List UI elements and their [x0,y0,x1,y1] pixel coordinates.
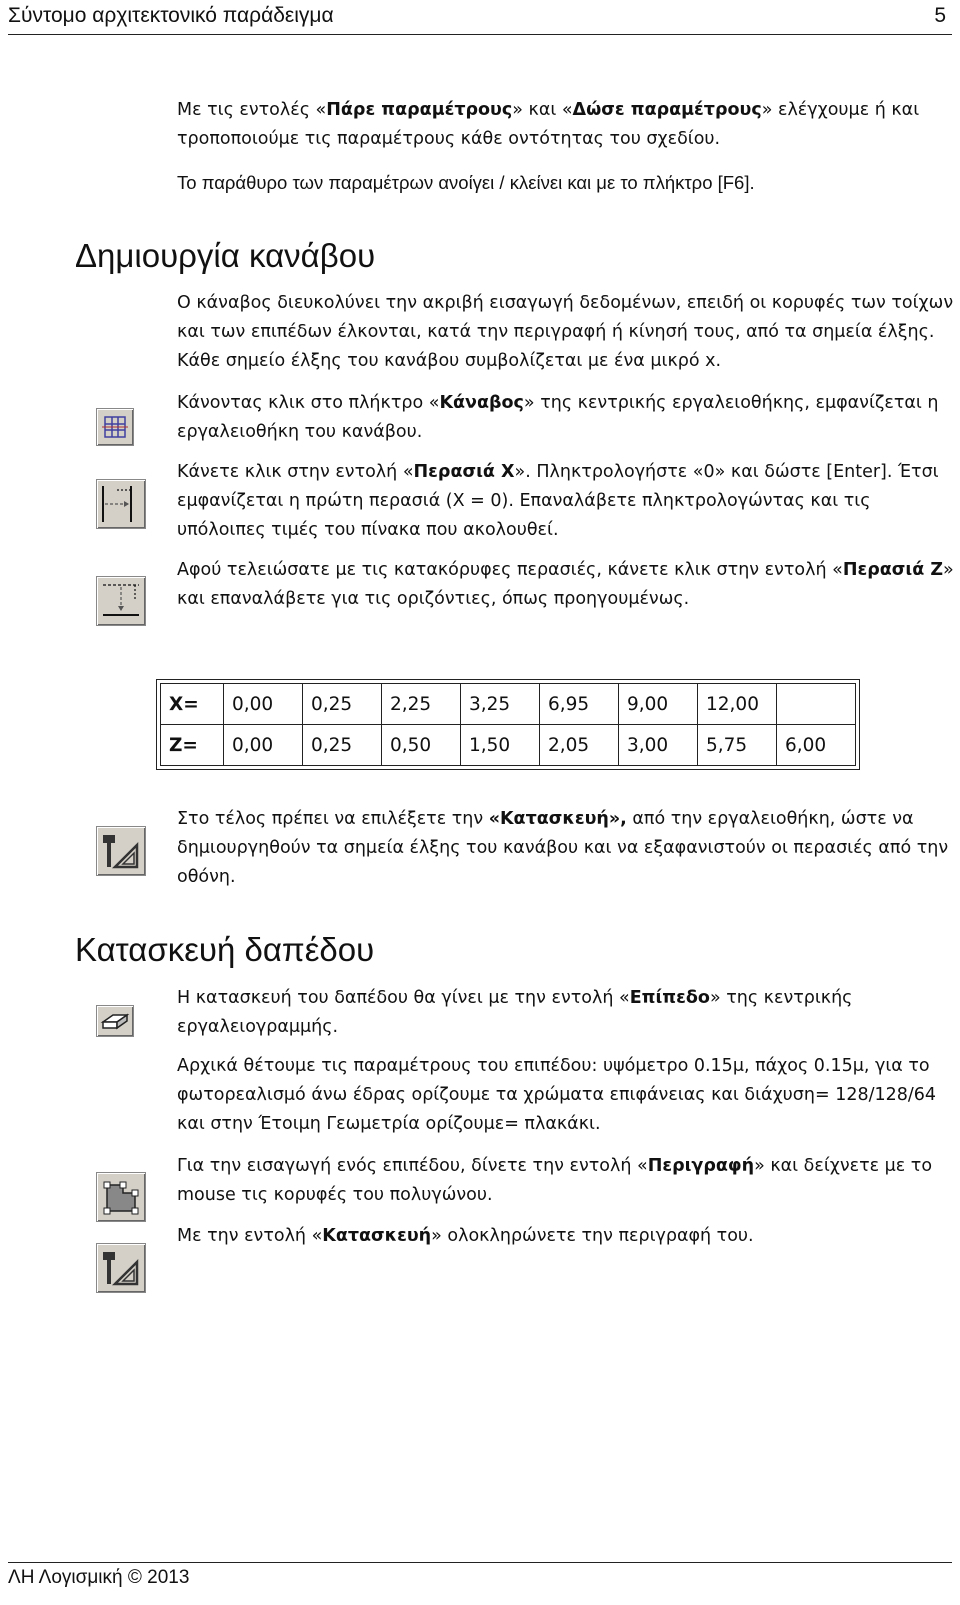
page-header [8,4,952,35]
table-cell: 0,25 [303,725,382,766]
table-cell: 0,00 [224,684,303,725]
table-cell-empty [777,684,856,725]
table-cell: 0,00 [224,725,303,766]
page-number: 5 [934,4,946,27]
describe-tool-icon[interactable] [96,1172,146,1222]
table-row-z [161,725,856,766]
table-cell: 1,50 [461,725,540,766]
section-heading-floor: Κατασκευή δαπέδου [75,931,375,968]
table-header-x: Χ= [161,684,224,725]
construct-tool-icon[interactable] [96,1243,146,1293]
table-cell: 6,95 [540,684,619,725]
table-cell: 5,75 [698,725,777,766]
table-cell: 2,25 [382,684,461,725]
grid-paragraph-4: Αφού τελειώσατε με τις κατακόρυφες περασιές, κάνετε κλικ στην εντολή «Περασιά Ζ» και επαναλάβετε για τις οριζόντιες, όπως προηγουμένως. [177,560,954,609]
floor-paragraph-2: Αρχικά θέτουμε τις παραμέτρους του επιπέδου: υψόμετρο 0.15μ, πάχος 0.15μ, για το φωτορεαλισμό άνω έδρας ορίζουμε τα χρώματα επιφάνειας και διάχυση= 128/128/64 και στην Έτοιμη Γεωμετρία ορίζουμε= πλακάκι. [177,1056,937,1134]
grid-paragraph-2: Κάνοντας κλικ στο πλήκτρο «Κάναβος» της κεντρικής εργαλειοθήκης, εμφανίζεται η εργαλειοθήκη του κανάβου. [177,393,939,442]
table-cell: 6,00 [777,725,856,766]
table-header-z: Ζ= [161,725,224,766]
grid-paragraph-5: Στο τέλος πρέπει να επιλέξετε την «Κατασκευή», από την εργαλειοθήκη, ώστε να δημιουργηθούν τα σημεία έλξης του κανάβου και να εξαφανιστούν οι περασιές από την οθόνη. [177,809,949,887]
grid-paragraph-1: Ο κάναβος διευκολύνει την ακριβή εισαγωγή δεδομένων, επειδή οι κορυφές των τοίχων και των επιπέδων έλκονται, κατά την περιγραφή ή κίνησή τους, από τα σημεία έλξης. Κάθε σημείο έλξης του κανάβου συμβολίζεται με ένα μικρό x. [177,293,954,371]
table-cell: 0,25 [303,684,382,725]
vertical-guide-x-icon[interactable] [96,479,146,529]
table-cell: 12,00 [698,684,777,725]
grid-toolbar-icon[interactable] [96,408,134,446]
table-cell: 0,50 [382,725,461,766]
page-footer [8,1562,952,1589]
table-row-x [161,684,856,725]
section-heading-grid: Δημιουργία κανάβου [75,237,376,274]
floor-paragraph-1: Η κατασκευή του δαπέδου θα γίνει με την εντολή «Επίπεδο» της κεντρικής εργαλειογραμμής. [177,988,853,1037]
footer-text: ΛΗ Λογισμική © 2013 [8,1567,190,1588]
guide-values-table [160,683,856,766]
table-cell: 2,05 [540,725,619,766]
grid-paragraph-3: Κάνετε κλικ στην εντολή «Περασιά Χ». Πληκτρολογήστε «0» και δώστε [Enter]. Έτσι εμφανίζεται η πρώτη περασιά (Χ = 0). Επαναλάβετε πληκτρολογώντας και τις υπόλοιπες τιμές του πίνακα που ακολουθεί. [177,462,939,540]
construct-tool-icon[interactable] [96,826,146,876]
intro-paragraph-1: Με τις εντολές «Πάρε παραμέτρους» και «Δώσε παραμέτρους» ελέγχουμε ή και τροποποιούμε τις παραμέτρους κάθε οντότητας του σχεδίου. [177,100,920,149]
horizontal-guide-z-icon[interactable] [96,576,146,626]
intro-paragraph-2: Το παράθυρο των παραμέτρων ανοίγει / κλείνει και με το πλήκτρο [F6]. [177,172,755,193]
header-title: Σύντομο αρχιτεκτονικό παράδειγμα [8,4,334,27]
floor-paragraph-3: Για την εισαγωγή ενός επιπέδου, δίνετε την εντολή «Περιγραφή» και δείχνετε με το mouse τις κορυφές του πολυγώνου. [177,1156,933,1205]
floor-paragraph-4: Με την εντολή «Κατασκευή» ολοκληρώνετε την περιγραφή του. [177,1226,754,1246]
level-tool-icon[interactable] [96,1005,134,1037]
table-cell: 3,00 [619,725,698,766]
table-cell: 3,25 [461,684,540,725]
table-cell: 9,00 [619,684,698,725]
